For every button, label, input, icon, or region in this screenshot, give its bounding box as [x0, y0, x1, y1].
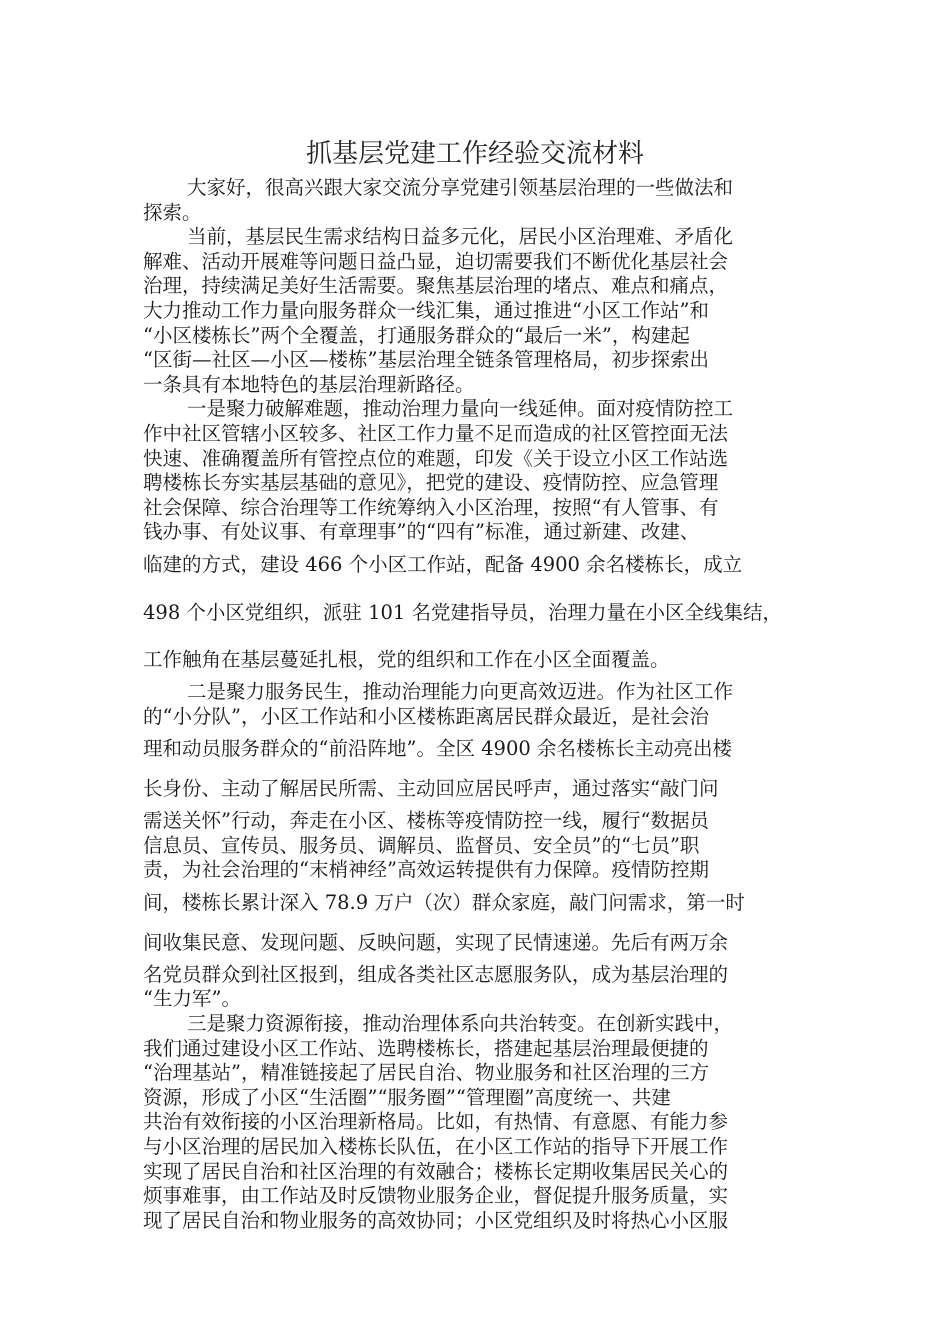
text-line: 临建的方式，建设 466 个小区工作站，配备 4900 余名楼栋长，成立 — [143, 552, 743, 576]
text-line: “区街—社区—小区—楼栋”基层治理全链条管理格局，初步探索出 — [143, 348, 709, 372]
text-line: 钱办事、有处议事、有章理事”的“四有”标准，通过新建、改建、 — [143, 520, 700, 544]
text-line: 资源，形成了小区“生活圈”“服务圈”“管理圈”高度统一、共建 — [143, 1085, 671, 1109]
text-line: 快速、准确覆盖所有管控点位的难题，印发《关于设立小区工作站选 — [143, 446, 729, 470]
text-line: 社会保障、综合治理等工作统筹纳入小区治理，按照“有人管事、有 — [143, 495, 719, 519]
text-line: 与小区治理的居民加入楼栋长队伍，在小区工作站的指导下开展工作 — [143, 1135, 729, 1159]
text-line: 间收集民意、发现问题、反映问题，实现了民情速递。先后有两万余 — [143, 930, 729, 954]
text-line: 解难、活动开展难等问题日益凸显，迫切需要我们不断优化基层社会 — [143, 249, 729, 273]
text-line: 责，为社会治理的“末梢神经”高效运转提供有力保障。疫情防控期 — [143, 858, 709, 882]
text-line: “治理基站”，精准链接起了居民自治、物业服务和社区治理的三方 — [143, 1061, 709, 1085]
text-line: 现了居民自治和物业服务的高效协同；小区党组织及时将热心小区服 — [143, 1208, 729, 1232]
text-line: 一是聚力破解难题，推动治理力量向一线延伸。面对疫情防控工 — [187, 397, 734, 421]
text-line: 一条具有本地特色的基层治理新路径。 — [143, 372, 475, 396]
text-line: 当前，基层民生需求结构日益多元化，居民小区治理难、矛盾化 — [187, 225, 734, 249]
text-line: 大家好，很高兴跟大家交流分享党建引领基层治理的一些做法和 — [187, 176, 734, 199]
text-line: 治理，持续满足美好生活需要。聚焦基层治理的堵点、难点和痛点， — [143, 274, 729, 298]
text-line: 的“小分队”，小区工作站和小区楼栋距离居民群众最近，是社会治 — [143, 704, 709, 728]
text-line: 聘楼栋长夯实基层基础的意见》，把党的建设、疫情防控、应急管理 — [143, 471, 719, 495]
document-title: 抓基层党建工作经验交流材料 — [305, 139, 644, 169]
text-line: 作中社区管辖小区较多、社区工作力量不足而造成的社区管控面无法 — [143, 421, 729, 445]
text-line: 需送关怀”行动，奔走在小区、楼栋等疫情防控一线，履行“数据员 — [143, 809, 709, 833]
text-line: 实现了居民自治和社区治理的有效融合；楼栋长定期收集居民关心的 — [143, 1159, 729, 1183]
text-line: 二是聚力服务民生，推动治理能力向更高效迈进。作为社区工作 — [187, 679, 734, 703]
text-line: 间，楼栋长累计深入 78.9 万户（次）群众家庭，敲门问需求，第一时 — [143, 890, 745, 914]
document-body — [143, 176, 815, 1233]
text-line: 我们通过建设小区工作站、选聘楼栋长，搭建起基层治理最便捷的 — [143, 1036, 709, 1060]
text-line: 烦事难事，由工作站及时反馈物业服务企业，督促提升服务质量，实 — [143, 1184, 729, 1208]
text-line: 工作触角在基层蔓延扎根，党的组织和工作在小区全面覆盖。 — [143, 647, 670, 671]
text-line: 三是聚力资源衔接，推动治理体系向共治转变。在创新实践中， — [187, 1012, 734, 1036]
text-line: “生力军”。 — [143, 987, 241, 1011]
text-line: 498 个小区党组织，派驻 101 名党建指导员，治理力量在小区全线集结， — [143, 600, 783, 624]
text-line: 信息员、宣传员、服务员、调解员、监督员、安全员”的“七员”职 — [143, 833, 700, 857]
text-line: 共治有效衔接的小区治理新格局。比如，有热情、有意愿、有能力参 — [143, 1110, 729, 1134]
text-line: 理和动员服务群众的“前沿阵地”。全区 4900 余名楼栋长主动亮出楼 — [143, 737, 732, 761]
text-line: 大力推动工作力量向服务群众一线汇集，通过推进“小区工作站”和 — [143, 298, 709, 322]
text-line: “小区楼栋长”两个全覆盖，打通服务群众的“最后一米”，构建起 — [143, 323, 690, 347]
text-line: 探索。 — [143, 200, 202, 224]
text-line: 长身份、主动了解居民所需、主动回应居民呼声，通过落实“敲门问 — [143, 777, 719, 801]
text-line: 名党员群众到社区报到，组成各类社区志愿服务队，成为基层治理的 — [143, 962, 729, 986]
